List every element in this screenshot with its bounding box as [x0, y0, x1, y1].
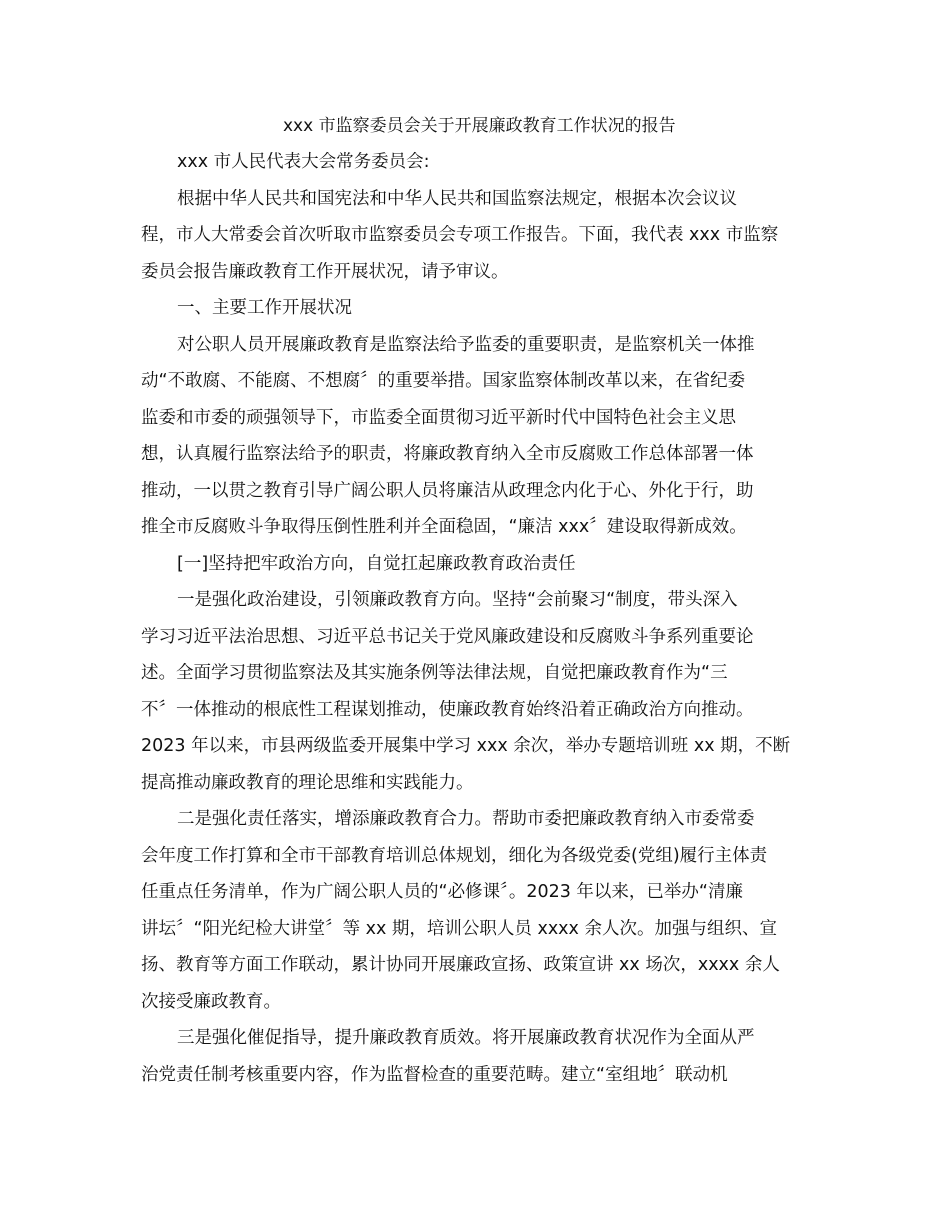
document-title: xxx 市监察委员会关于开展廉政教育工作状况的报告 — [283, 116, 676, 136]
paragraph-line: 次接受廉政教育。 — [141, 991, 281, 1012]
paragraph-line: 动“不敢腐、不能腐、不想腐〞的重要举措。国家监察体制改革以来，在省纪委 — [141, 371, 746, 391]
salutation: xxx 市人民代表大会常务委员会: — [177, 152, 430, 172]
paragraph-line: 想，认真履行监察法给予的职责，将廉政教育纳入全市反腐败工作总体部署一体 — [141, 444, 754, 464]
paragraph-line: 推全市反腐败斗争取得压倒性胜利并全面稳固，“廉洁 xxx〞建设取得新成效。 — [141, 517, 747, 537]
paragraph-line: 学习习近平法治思想、习近平总书记关于党风廉政建设和反腐败斗争系列重要论 — [141, 626, 754, 647]
paragraph-line: 监委和市委的顽强领导下，市监委全面贯彻习近平新时代中国特色社会主义思 — [141, 407, 736, 428]
paragraph-line: 根据中华人民共和国宪法和中华人民共和国监察法规定，根据本次会议议 — [177, 188, 737, 209]
paragraph-line: 二是强化责任落实，增添廉政教育合力。帮助市委把廉政教育纳入市委常委 — [177, 809, 755, 829]
paragraph-line: 任重点任务清单，作为广阔公职人员的“必修课〞。2023 年以来，已举办“清廉 — [141, 882, 743, 902]
paragraph-line: 不〞一体推动的根底性工程谋划推动，使廉政教育始终沿着正确政治方向推动。 — [141, 699, 754, 720]
paragraph-line: 推动，一以贯之教育引导广阔公职人员将廉洁从政理念内化于心、外化于行，助 — [141, 480, 754, 501]
paragraph-line: 讲坛〞“阳光纪检大讲堂〞等 xx 期，培训公职人员 xxxx 余人次。加强与组织、宣 — [141, 918, 777, 939]
paragraph-line: 治党责任制考核重要内容，作为监督检查的重要范畴。建立“室组地〞联动机 — [141, 1064, 728, 1085]
paragraph-line: 扬、教育等方面工作联动，累计协同开展廉政宣扬、政策宣讲 xx 场次，xxxx 余人 — [141, 955, 780, 975]
section-heading: 一、主要工作开展状况 — [177, 298, 352, 318]
paragraph-line: 对公职人员开展廉政教育是监察法给予监委的重要职责，是监察机关一体推 — [177, 334, 755, 355]
paragraph-line: 程，市人大常委会首次听取市监察委员会专项工作报告。下面，我代表 xxx 市监察 — [141, 225, 779, 245]
document-body — [141, 108, 809, 1093]
paragraph-line: 一是强化政治建设，引领廉政教育方向。坚持“会前聚习“制度，带头深入 — [177, 590, 738, 610]
subsection-heading: [一]坚持把牢政治方向，自觉扛起廉政教育政治责任 — [177, 553, 576, 574]
paragraph-line: 提高推动廉政教育的理论思维和实践能力。 — [141, 772, 474, 793]
paragraph-line: 2023 年以来，市县两级监委开展集中学习 xxx 余次，举办专题培训班 xx 期，不断 — [141, 736, 791, 756]
paragraph-line: 会年度工作打算和全市干部教育培训总体规划，细化为各级党委(党组)履行主体责 — [141, 845, 768, 866]
paragraph-line: 委员会报告廉政教育工作开展状况，请予审议。 — [141, 261, 509, 282]
paragraph-line: 三是强化催促指导，提升廉政教育质效。将开展廉政教育状况作为全面从严 — [177, 1028, 755, 1048]
paragraph-line: 述。全面学习贯彻监察法及其实施条例等法律法规，自觉把廉政教育作为“三 — [141, 663, 728, 683]
